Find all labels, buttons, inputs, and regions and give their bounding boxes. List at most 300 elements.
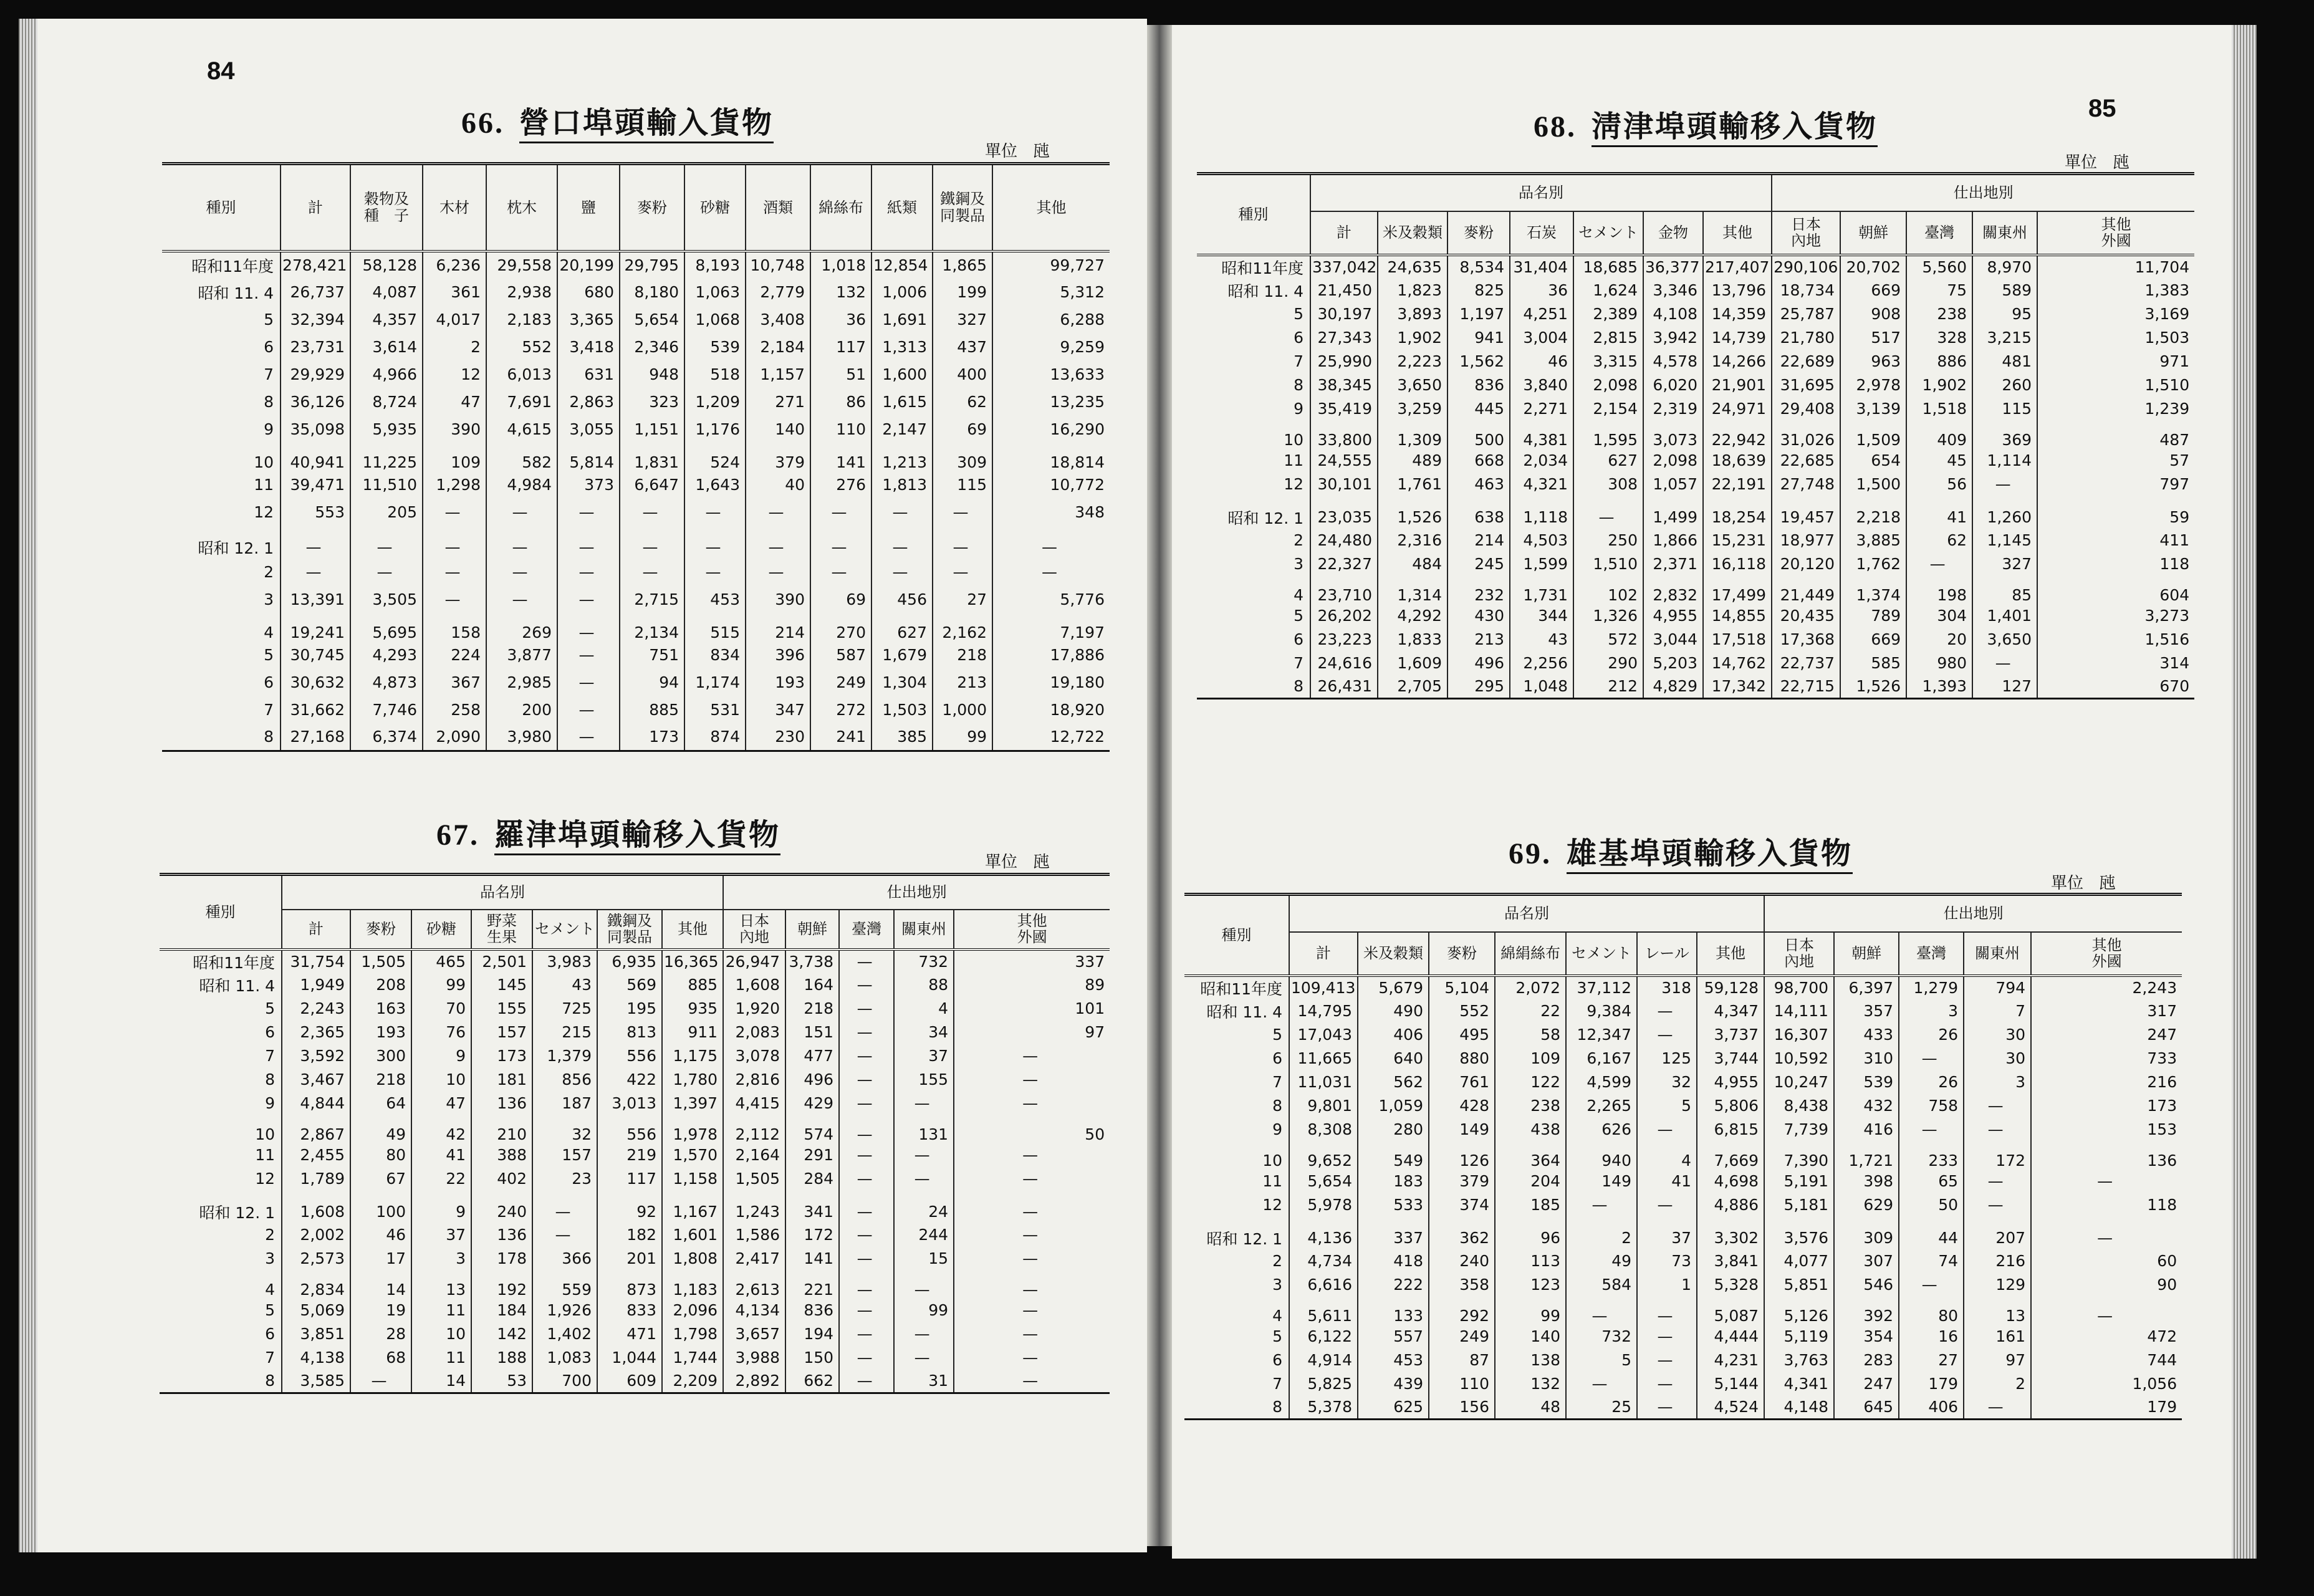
table-cell: 6,397: [1834, 976, 1899, 999]
column-header: 金物: [1643, 211, 1703, 255]
table-cell: 317: [2031, 999, 2182, 1023]
table-cell: 3,505: [350, 586, 423, 613]
table-cell: —: [894, 1167, 954, 1191]
table-cell: 2,501: [471, 949, 532, 973]
table-cell: 10,592: [1764, 1047, 1834, 1070]
table-cell: —: [839, 1143, 894, 1167]
table-cell: 13,391: [281, 586, 350, 613]
table-row: [160, 1370, 1110, 1393]
row-label: 2: [1294, 531, 1303, 549]
table-cell: 6,122: [1289, 1325, 1358, 1348]
table-cell: 126: [1429, 1142, 1495, 1170]
table-cell: 258: [423, 696, 486, 724]
table-row: [160, 1346, 1110, 1370]
row-label: 7: [265, 1047, 275, 1065]
table-cell: 4,251: [1510, 302, 1573, 326]
table-row: [162, 251, 1110, 279]
group-header-origin: 仕出地別: [723, 875, 1110, 910]
table-cell: 163: [350, 997, 411, 1021]
column-header: 米及穀類: [1358, 932, 1429, 976]
table-cell: 7,739: [1764, 1118, 1834, 1142]
table-cell: 609: [597, 1370, 662, 1393]
table-cell: 6,815: [1697, 1118, 1764, 1142]
table-cell: 90: [2031, 1273, 2182, 1297]
table-cell: 18,685: [1573, 255, 1643, 279]
table-cell: 151: [785, 1021, 839, 1044]
table-cell: 30: [1964, 1047, 2031, 1070]
table-cell: 445: [1447, 397, 1510, 421]
table-cell: 4,293: [350, 642, 423, 669]
table-cell: 290: [1573, 651, 1643, 675]
table-cell: 270: [810, 613, 871, 642]
table-cell: 3,763: [1764, 1348, 1834, 1372]
table-cell: 3,078: [723, 1044, 785, 1068]
table-cell: 5,814: [557, 443, 620, 471]
row-label: 昭和11年度: [1200, 979, 1282, 998]
table-cell: 1,865: [933, 251, 992, 279]
table-cell: 6,236: [423, 251, 486, 279]
table-cell: 1,761: [1378, 473, 1447, 496]
table-cell: 141: [785, 1247, 839, 1271]
table-cell: 732: [1566, 1325, 1637, 1348]
table-cell: 9: [411, 1191, 471, 1223]
table-cell: 517: [1840, 326, 1906, 350]
table-cell: 402: [471, 1167, 532, 1191]
table-cell: 14,795: [1289, 999, 1358, 1023]
table-cell: —: [933, 526, 992, 559]
table-cell: 6,647: [620, 471, 684, 499]
table-cell: 496: [785, 1068, 839, 1092]
table-cell: 856: [532, 1068, 597, 1092]
column-header: 朝鮮: [785, 910, 839, 949]
table-cell: —: [1964, 1396, 2031, 1420]
table-cell: 2: [423, 334, 486, 361]
table-cell: 1,920: [723, 997, 785, 1021]
row-label: 9: [265, 1094, 275, 1112]
table-69-title: [1509, 829, 1853, 872]
table-row: [1184, 1217, 2182, 1249]
table-cell: 463: [1447, 473, 1510, 496]
table-cell: 58,128: [350, 251, 423, 279]
table-cell: 6,167: [1566, 1047, 1637, 1070]
table-cell: 35,098: [281, 416, 350, 443]
table-cell: 12,854: [871, 251, 933, 279]
table-cell: —: [810, 526, 871, 559]
table-cell: 138: [1495, 1348, 1566, 1372]
table-cell: 3,346: [1643, 279, 1703, 302]
table-cell: 500: [1447, 421, 1510, 449]
table-cell: 2,243: [282, 997, 350, 1021]
table-cell: —: [746, 499, 810, 526]
table-row: [1184, 1297, 2182, 1325]
table-cell: —: [620, 499, 684, 526]
table-cell: 481: [1972, 350, 2037, 373]
table-cell: 437: [933, 334, 992, 361]
table-cell: —: [954, 1322, 1110, 1346]
table-cell: 19: [350, 1299, 411, 1322]
table-cell: 150: [785, 1346, 839, 1370]
table-cell: 344: [1510, 604, 1573, 628]
table-cell: 3,576: [1764, 1217, 1834, 1249]
table-cell: 725: [532, 997, 597, 1021]
table-cell: 1,902: [1378, 326, 1447, 350]
table-cell: 2: [1566, 1217, 1637, 1249]
column-header: 朝鮮: [1840, 211, 1906, 255]
table-cell: 9,652: [1289, 1142, 1358, 1170]
column-header: 其他: [1697, 932, 1764, 976]
table-cell: 2,096: [662, 1299, 723, 1322]
table-68-unit: 單位 瓲: [2065, 153, 2130, 172]
table-cell: 5,611: [1289, 1297, 1358, 1325]
table-cell: 213: [933, 669, 992, 696]
table-cell: 110: [1429, 1372, 1495, 1396]
table-cell: 99: [1495, 1297, 1566, 1325]
table-row: [1184, 976, 2182, 999]
table-cell: 1,048: [1510, 675, 1573, 699]
table-cell: 20,435: [1772, 604, 1840, 628]
table-cell: 4,886: [1697, 1193, 1764, 1217]
table-cell: 219: [597, 1143, 662, 1167]
table-cell: 182: [597, 1223, 662, 1247]
row-label: 7: [265, 1348, 275, 1367]
table-cell: 569: [597, 973, 662, 997]
table-cell: 23,035: [1310, 496, 1378, 529]
row-label: 12: [254, 503, 274, 521]
group-header-origin: 仕出地別: [1772, 174, 2194, 211]
table-cell: 2,134: [620, 613, 684, 642]
table-cell: 379: [1429, 1170, 1495, 1193]
table-cell: 2,112: [723, 1115, 785, 1143]
table-cell: 153: [2031, 1118, 2182, 1142]
row-label: 5: [1272, 1327, 1282, 1345]
table-cell: 6,020: [1643, 373, 1703, 397]
table-cell: 3,273: [2037, 604, 2194, 628]
table-cell: 4,955: [1697, 1070, 1764, 1094]
row-label: 11: [1262, 1172, 1282, 1190]
table-row: [160, 1223, 1110, 1247]
table-cell: —: [933, 559, 992, 586]
table-cell: 873: [597, 1271, 662, 1299]
table-cell: 113: [1495, 1249, 1566, 1273]
table-cell: 24,635: [1378, 255, 1447, 279]
table-cell: 518: [684, 361, 746, 388]
table-cell: 173: [471, 1044, 532, 1068]
row-label: 4: [264, 623, 274, 642]
table-cell: 11,704: [2037, 255, 2194, 279]
table-cell: 3,004: [1510, 326, 1573, 350]
table-cell: 57: [2037, 449, 2194, 473]
table-cell: 13,633: [992, 361, 1110, 388]
table-cell: 20: [1906, 628, 1972, 651]
table-row: [162, 361, 1110, 388]
table-cell: 179: [2031, 1396, 2182, 1420]
table-cell: 187: [532, 1092, 597, 1115]
table-cell: 291: [785, 1143, 839, 1167]
table-cell: 5,978: [1289, 1193, 1358, 1217]
row-label: 6: [1272, 1351, 1282, 1369]
table-cell: —: [839, 1299, 894, 1322]
table-cell: 3,983: [532, 949, 597, 973]
table-cell: 1,393: [1906, 675, 1972, 699]
table-cell: 337: [1358, 1217, 1429, 1249]
table-cell: 948: [620, 361, 684, 388]
table-cell: 1,518: [1906, 397, 1972, 421]
table-cell: 411: [2037, 529, 2194, 552]
table-cell: 572: [1573, 628, 1643, 651]
column-header: 其他 外國: [2031, 932, 2182, 976]
table-cell: 185: [1495, 1193, 1566, 1217]
table-cell: 115: [1972, 397, 2037, 421]
table-cell: 1,503: [2037, 326, 2194, 350]
table-cell: —: [894, 1271, 954, 1299]
table-cell: 232: [1447, 576, 1510, 604]
table-cell: 453: [1358, 1348, 1429, 1372]
table-cell: 5,378: [1289, 1396, 1358, 1420]
table-cell: 825: [1447, 279, 1510, 302]
table-cell: 172: [785, 1223, 839, 1247]
table-cell: 1,510: [2037, 373, 2194, 397]
row-label: 5: [265, 999, 275, 1017]
table-cell: 1,006: [871, 279, 933, 306]
table-row: [1197, 576, 2194, 604]
table-cell: 3,365: [557, 306, 620, 334]
table-cell: —: [557, 669, 620, 696]
table-cell: 465: [411, 949, 471, 973]
table-cell: 216: [1964, 1249, 2031, 1273]
table-cell: 218: [785, 997, 839, 1021]
table-cell: 3: [1899, 999, 1964, 1023]
table-cell: 199: [933, 279, 992, 306]
table-cell: 36,126: [281, 388, 350, 416]
table-cell: 26,947: [723, 949, 785, 973]
table-cell: 3,988: [723, 1346, 785, 1370]
table-cell: 89: [954, 973, 1110, 997]
table-cell: 4,914: [1289, 1348, 1358, 1372]
table-cell: 5,654: [620, 306, 684, 334]
table-cell: —: [423, 526, 486, 559]
table-cell: —: [486, 526, 557, 559]
table-cell: 31: [894, 1370, 954, 1393]
table-cell: 5,126: [1764, 1297, 1834, 1325]
table-row: [162, 499, 1110, 526]
table-cell: 18,814: [992, 443, 1110, 471]
table-cell: —: [954, 1223, 1110, 1247]
table-cell: 136: [471, 1092, 532, 1115]
table-row: [1197, 651, 2194, 675]
table-cell: —: [954, 1143, 1110, 1167]
table-cell: 546: [1834, 1273, 1899, 1297]
row-label: 7: [1294, 352, 1303, 370]
column-header: 綿絲布: [810, 164, 871, 251]
table-row: [1197, 473, 2194, 496]
table-cell: 5,119: [1764, 1325, 1834, 1348]
table-cell: —: [894, 1143, 954, 1167]
table-cell: 941: [1447, 326, 1510, 350]
table-cell: 14,855: [1703, 604, 1772, 628]
table-cell: —: [1637, 1372, 1697, 1396]
row-label: 2: [264, 563, 274, 581]
table-row: [1184, 1170, 2182, 1193]
table-cell: 1,978: [662, 1115, 723, 1143]
table-cell: 328: [1906, 326, 1972, 350]
table-cell: 2,162: [933, 613, 992, 642]
table-row: [162, 669, 1110, 696]
column-header: 鐵鋼及 同製品: [597, 910, 662, 949]
table-cell: 559: [532, 1271, 597, 1299]
table-cell: 1,326: [1573, 604, 1643, 628]
row-label: 12: [255, 1170, 275, 1188]
table-cell: 4: [894, 997, 954, 1021]
row-label: 5: [1294, 305, 1303, 323]
table-cell: 1,949: [282, 973, 350, 997]
row-label: 3: [264, 590, 274, 608]
table-cell: 2,154: [1573, 397, 1643, 421]
table-cell: 101: [954, 997, 1110, 1021]
table-cell: —: [871, 499, 933, 526]
table-cell: 42: [411, 1115, 471, 1143]
group-header-items: 品名別: [282, 875, 723, 910]
table-row: [162, 559, 1110, 586]
table-cell: —: [2031, 1170, 2182, 1193]
table-cell: 640: [1358, 1047, 1429, 1070]
table-cell: 1,151: [620, 416, 684, 443]
table-cell: 971: [2037, 350, 2194, 373]
table-row: [160, 1143, 1110, 1167]
table-cell: 14: [350, 1271, 411, 1299]
table-cell: 193: [350, 1021, 411, 1044]
column-header: 其他: [1703, 211, 1772, 255]
table-cell: 99: [894, 1299, 954, 1322]
table-row: [160, 1115, 1110, 1143]
table-cell: 348: [992, 499, 1110, 526]
table-cell: 80: [1899, 1297, 1964, 1325]
book-spine: [1147, 25, 1172, 1546]
table-cell: 490: [1358, 999, 1429, 1023]
table-cell: 36,377: [1643, 255, 1703, 279]
table-cell: 24: [894, 1191, 954, 1223]
table-cell: 23,731: [281, 334, 350, 361]
table-cell: 1,044: [597, 1346, 662, 1370]
table-cell: —: [839, 1092, 894, 1115]
table-cell: 4,087: [350, 279, 423, 306]
table-cell: 13: [1964, 1297, 2031, 1325]
table-cell: —: [557, 696, 620, 724]
table-cell: 406: [1358, 1023, 1429, 1047]
table-cell: 1,505: [350, 949, 411, 973]
table-cell: 1,570: [662, 1143, 723, 1167]
table-cell: 238: [1906, 302, 1972, 326]
table-cell: 390: [746, 586, 810, 613]
table-cell: 396: [746, 642, 810, 669]
table-cell: 3,302: [1697, 1217, 1764, 1249]
table-cell: 700: [532, 1370, 597, 1393]
table-cell: 1,018: [810, 251, 871, 279]
table-cell: —: [839, 973, 894, 997]
row-label: 昭和 11. 4: [1227, 282, 1303, 300]
table-cell: 744: [2031, 1348, 2182, 1372]
table-cell: 58: [1495, 1023, 1566, 1047]
table-cell: 5,851: [1764, 1273, 1834, 1297]
row-label: 昭和 12. 1: [198, 539, 274, 557]
table-cell: 631: [557, 361, 620, 388]
table-cell: 129: [1964, 1273, 2031, 1297]
table-cell: 7,390: [1764, 1142, 1834, 1170]
table-cell: 4,966: [350, 361, 423, 388]
table-cell: 1,383: [2037, 279, 2194, 302]
table-cell: —: [1972, 473, 2037, 496]
table-cell: 73: [1637, 1249, 1697, 1273]
table-cell: 23,710: [1310, 576, 1378, 604]
table-cell: 354: [1834, 1325, 1899, 1348]
table-cell: 4,698: [1697, 1170, 1764, 1193]
table-cell: —: [423, 559, 486, 586]
table-cell: 304: [1906, 604, 1972, 628]
table-cell: 29,795: [620, 251, 684, 279]
column-header: 砂糖: [684, 164, 746, 251]
table-cell: 1,823: [1378, 279, 1447, 302]
table-cell: 3,315: [1573, 350, 1643, 373]
table-cell: 193: [746, 669, 810, 696]
table-cell: —: [839, 1044, 894, 1068]
table-cell: 4,138: [282, 1346, 350, 1370]
table-cell: 21,450: [1310, 279, 1378, 302]
table-cell: 3,259: [1378, 397, 1447, 421]
table-row: [160, 1299, 1110, 1322]
table-cell: 9,259: [992, 334, 1110, 361]
table-row: [160, 1322, 1110, 1346]
row-label: 11: [254, 476, 274, 494]
table-cell: 2,389: [1573, 302, 1643, 326]
table-cell: 5,654: [1289, 1170, 1358, 1193]
row-label: 6: [1294, 329, 1303, 347]
table-cell: 5,069: [282, 1299, 350, 1322]
table-cell: 22,689: [1772, 350, 1840, 373]
table-row: [1197, 675, 2194, 699]
table-cell: —: [2031, 1217, 2182, 1249]
column-header: 其他 外國: [2037, 211, 2194, 255]
table-cell: 278,421: [281, 251, 350, 279]
table-cell: 181: [471, 1068, 532, 1092]
table-cell: —: [1964, 1170, 2031, 1193]
row-label: 4: [265, 1280, 275, 1299]
table-cell: —: [1637, 1348, 1697, 1372]
table-cell: 456: [871, 586, 933, 613]
table-cell: 6,288: [992, 306, 1110, 334]
column-header: 石炭: [1510, 211, 1573, 255]
table-cell: 19,180: [992, 669, 1110, 696]
table-cell: 109: [423, 443, 486, 471]
row-label: 6: [265, 1325, 275, 1343]
corner-header: 種別: [205, 903, 236, 921]
table-cell: —: [620, 559, 684, 586]
table-cell: 1,808: [662, 1247, 723, 1271]
table-cell: 4,381: [1510, 421, 1573, 449]
row-label: 6: [265, 1023, 275, 1041]
table-cell: 2,834: [282, 1271, 350, 1299]
table-cell: 1,503: [871, 696, 933, 724]
table-cell: 1,197: [1447, 302, 1510, 326]
table-cell: —: [1964, 1193, 2031, 1217]
table-cell: 26: [1899, 1023, 1964, 1047]
table-cell: 625: [1358, 1396, 1429, 1420]
table-cell: 4,615: [486, 416, 557, 443]
table-cell: 10,772: [992, 471, 1110, 499]
table-cell: 2,816: [723, 1068, 785, 1092]
row-label: 7: [264, 701, 274, 719]
table-cell: 47: [411, 1092, 471, 1115]
table-row: [1197, 496, 2194, 529]
table-cell: 366: [532, 1247, 597, 1271]
